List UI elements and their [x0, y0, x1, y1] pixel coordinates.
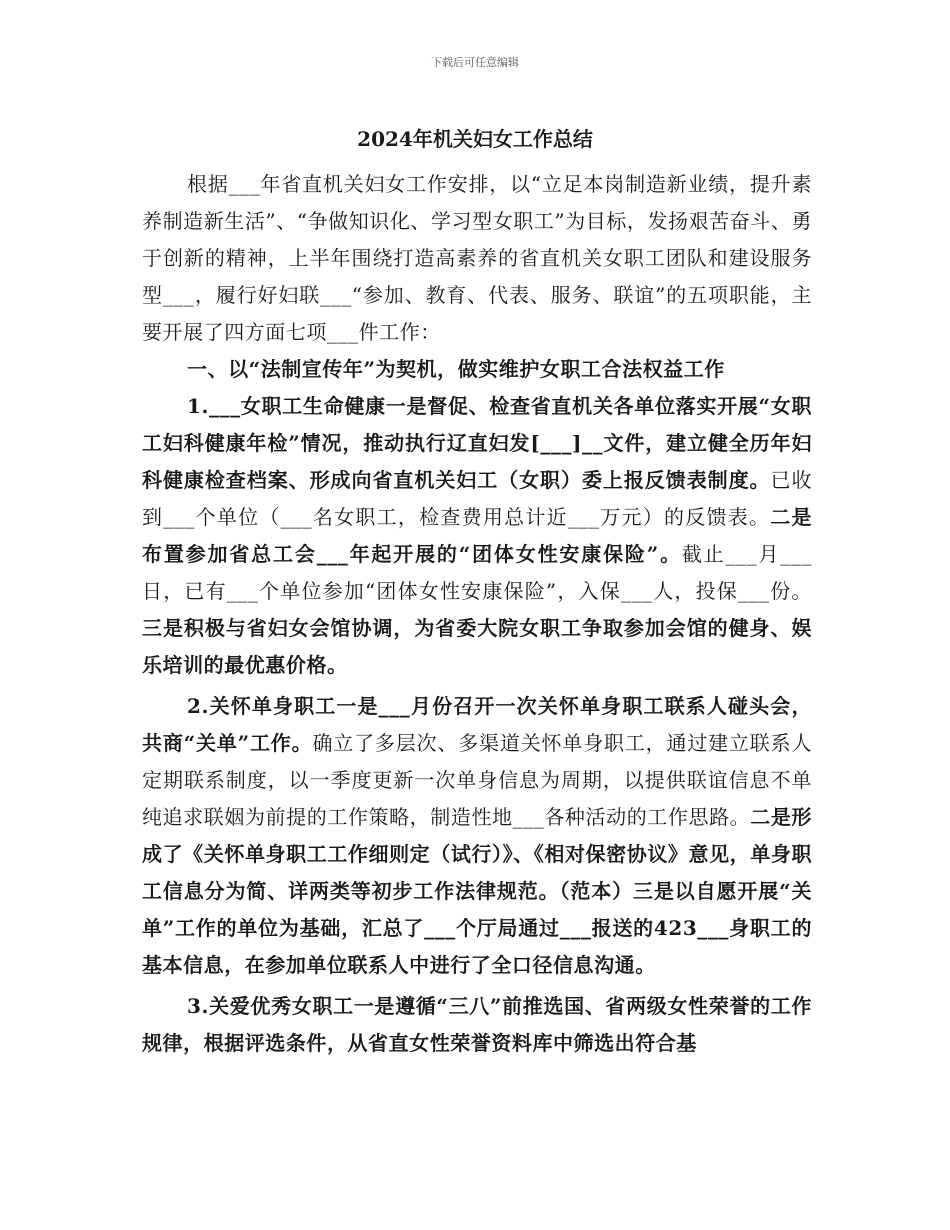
item-2-lead: 2.关怀单身职工一是___月份召开一次关怀单身职工联系人碰头会，共商“关单”工作。 [142, 694, 812, 755]
item-2-part-2: 确立了多层次、多渠道关怀单身职工，通过建立联系人定期联系制度，以一季度更新一次单身信息为周期，以提供联谊信息不单纯追求联姻为前提的工作策略，制造性地___各种活动的工作思路。 [142, 731, 812, 829]
item-1-part-3: 二是布置参加省总工会___年起开展的“团体女性安康保险”。 [142, 505, 812, 566]
item-1-part-4: 截止___月___日，已有___个单位参加“团体女性安康保险”，入保___人，投保___份。 [142, 542, 813, 603]
section-heading: 一、以“法制宣传年”为契机，做实维护女职工合法权益工作 [187, 357, 725, 381]
intro-paragraph: 根据___年省直机关妇女工作安排，以“立足本岗制造新业绩，提升素养制造新生活”、“争做知识化、学习型女职工”为目标，发扬艰苦奋斗、勇于创新的精神，上半年围绕打造高素养的省直机关女职工团队和建设服务型___，履行好妇联___“参加、教育、代表、服务、联谊”的五项职能，主要开展了四方面七项___件工作： [142, 172, 812, 344]
item-1-part-2: 已收到___个单位（___名女职工，检查费用总计近___万元）的反馈表。 [142, 468, 812, 529]
item-2-part-3: 二是形成了《关怀单身职工工作细则定（试行）》、《相对保密协议》意见，单身职工信息分为简、详两类等初步工作法律规范。（范本）三是以自愿开展“关单”工作的单位为基础，汇总了___个厅局通过___报送的423___身职工的基本信息，在参加单位联系人中进行了全口径信息沟通。 [142, 805, 812, 977]
item-1-part-5: 三是积极与省妇女会馆协调，为省委大院女职工争取参加会馆的健身、娱乐培训的最优惠价格。 [142, 616, 812, 677]
item-3-lead: 3.关爱优秀女职工一是遵循“三八”前推选国、省两级女性荣誉的工作规律，根据评选条件，从省直女性荣誉资料库中筛选出符合基 [142, 994, 812, 1055]
page-header: 下载后可任意编辑 [431, 56, 519, 69]
document-title: 2024年机关妇女工作总结 [357, 127, 593, 151]
paragraph-item-1 [142, 388, 812, 684]
item-1-lead: 1.___女职工生命健康一是督促、检查省直机关各单位落实开展“女职工妇科健康年检”情况，推动执行辽直妇发[___]__文件，建立健全历年妇科健康检查档案、形成向省直机关妇工（女职）委上报反馈表制度。 [142, 394, 812, 492]
paragraph-item-3 [142, 988, 812, 1062]
paragraph-item-2 [142, 688, 812, 984]
document-body [142, 166, 812, 1062]
